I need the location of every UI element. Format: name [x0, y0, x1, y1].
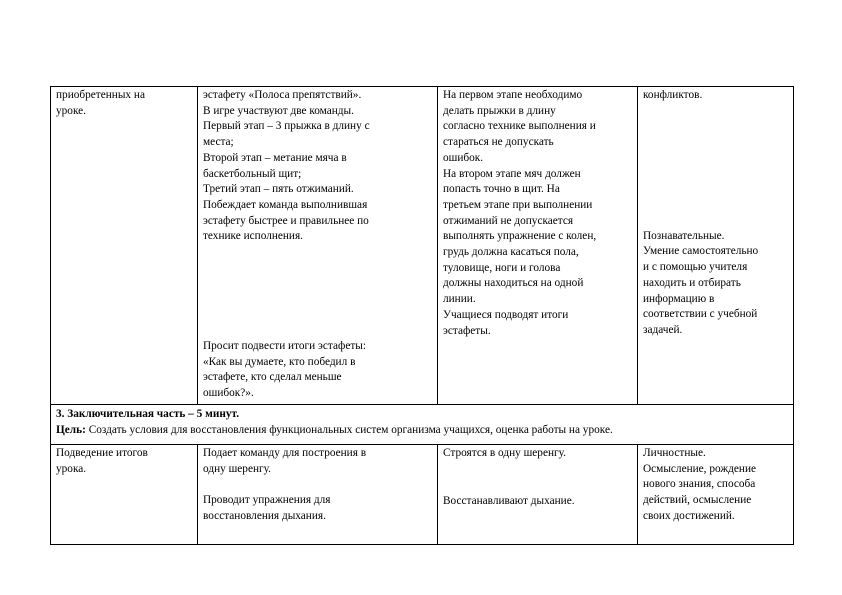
text-line: выполнять упражнение с колен,	[443, 230, 597, 243]
goal-text: Создать условия для восстановления функциональных систем организма учащихся, оценка работы на уроке.	[85, 423, 613, 436]
text-line: Подведение итогов	[56, 447, 148, 459]
section-title: 3. Заключительная часть – 5 минут.	[56, 408, 240, 420]
text-line: Личностные.	[643, 447, 706, 459]
text-line: эстафете, кто сделал меньше	[203, 371, 342, 384]
section-header-cell	[51, 405, 794, 445]
text-line: информацию в	[643, 292, 715, 305]
text-line: делать прыжки в длину	[443, 104, 556, 117]
text-line: Первый этап – 3 прыжка в длину с	[203, 120, 370, 133]
text-line: баскетбольный щит;	[203, 167, 302, 180]
text-line: линии.	[443, 293, 476, 306]
text-line: технике исполнения.	[203, 230, 304, 243]
section-header-row	[51, 405, 794, 445]
text-line: действий, осмысление	[643, 494, 752, 507]
section-goal	[56, 423, 788, 439]
text-line: и с помощью учителя	[643, 261, 748, 274]
text-line: Побеждает команда выполнившая	[203, 198, 368, 211]
text-line: эстафеты.	[443, 324, 491, 337]
text-line: согласно технике выполнения и	[443, 120, 596, 133]
text-line: уроке.	[56, 104, 86, 117]
text-line: места;	[203, 136, 234, 149]
text-line: Восстанавливают дыхание.	[443, 494, 575, 507]
text-line: Осмысление, рождение	[643, 462, 757, 475]
text-line: соответствии с учебной	[643, 308, 758, 321]
text-line: На первом этапе необходимо	[443, 89, 583, 101]
student-activity-cell	[438, 445, 638, 545]
table-row	[51, 87, 794, 405]
text-line: ошибок.	[443, 151, 484, 164]
goal-label: Цель:	[56, 423, 86, 436]
text-line: конфликтов.	[643, 89, 703, 101]
text-line: эстафету «Полоса препятствий».	[203, 89, 362, 101]
text-line: одну шеренгу.	[203, 462, 271, 475]
text-line: Второй этап – метание мяча в	[203, 151, 347, 164]
text-line: восстановления дыхания.	[203, 510, 326, 523]
text-line: приобретенных на	[56, 89, 145, 101]
teacher-activity-cell	[198, 87, 438, 405]
text-line: «Как вы думаете, кто победил в	[203, 355, 356, 368]
text-line: Познавательные.	[643, 229, 725, 242]
teacher-activity-cell	[198, 445, 438, 545]
text-line: попасть точно в щит. На	[443, 183, 560, 196]
text-line: отжиманий не допускается	[443, 214, 574, 227]
lesson-plan-table	[50, 86, 794, 545]
text-line: грудь должна касаться пола,	[443, 246, 579, 259]
text-line: туловище, ноги и голова	[443, 261, 561, 274]
uud-cell	[638, 445, 794, 545]
stage-cell	[51, 445, 198, 545]
text-line: На втором этапе мяч должен	[443, 167, 581, 180]
text-line: нового знания, способа	[643, 478, 756, 491]
text-line: Просит подвести итоги эстафеты:	[203, 340, 366, 353]
text-line: Учащиеся подводят итоги	[443, 308, 569, 321]
text-line: третьем этапе при выполнении	[443, 198, 593, 211]
table-row	[51, 445, 794, 545]
text-line: Подает команду для построения в	[203, 447, 367, 459]
text-line: Умение самостоятельно	[643, 245, 759, 258]
text-line: своих достижений.	[643, 509, 735, 522]
text-line: Строятся в одну шеренгу.	[443, 447, 566, 459]
stage-cell	[51, 87, 198, 405]
text-line: стараться не допускать	[443, 136, 554, 149]
student-activity-cell	[438, 87, 638, 405]
text-line: находить и отбирать	[643, 276, 741, 289]
text-line: должны находиться на одной	[443, 277, 584, 290]
text-line: урока.	[56, 462, 87, 475]
text-line: Третий этап – пять отжиманий.	[203, 183, 354, 196]
text-line: эстафету быстрее и правильнее по	[203, 214, 369, 227]
text-line: В игре участвуют две команды.	[203, 104, 354, 117]
text-line: задачей.	[643, 323, 683, 336]
text-line: Проводит упражнения для	[203, 494, 331, 507]
text-line: ошибок?».	[203, 387, 254, 400]
uud-cell	[638, 87, 794, 405]
